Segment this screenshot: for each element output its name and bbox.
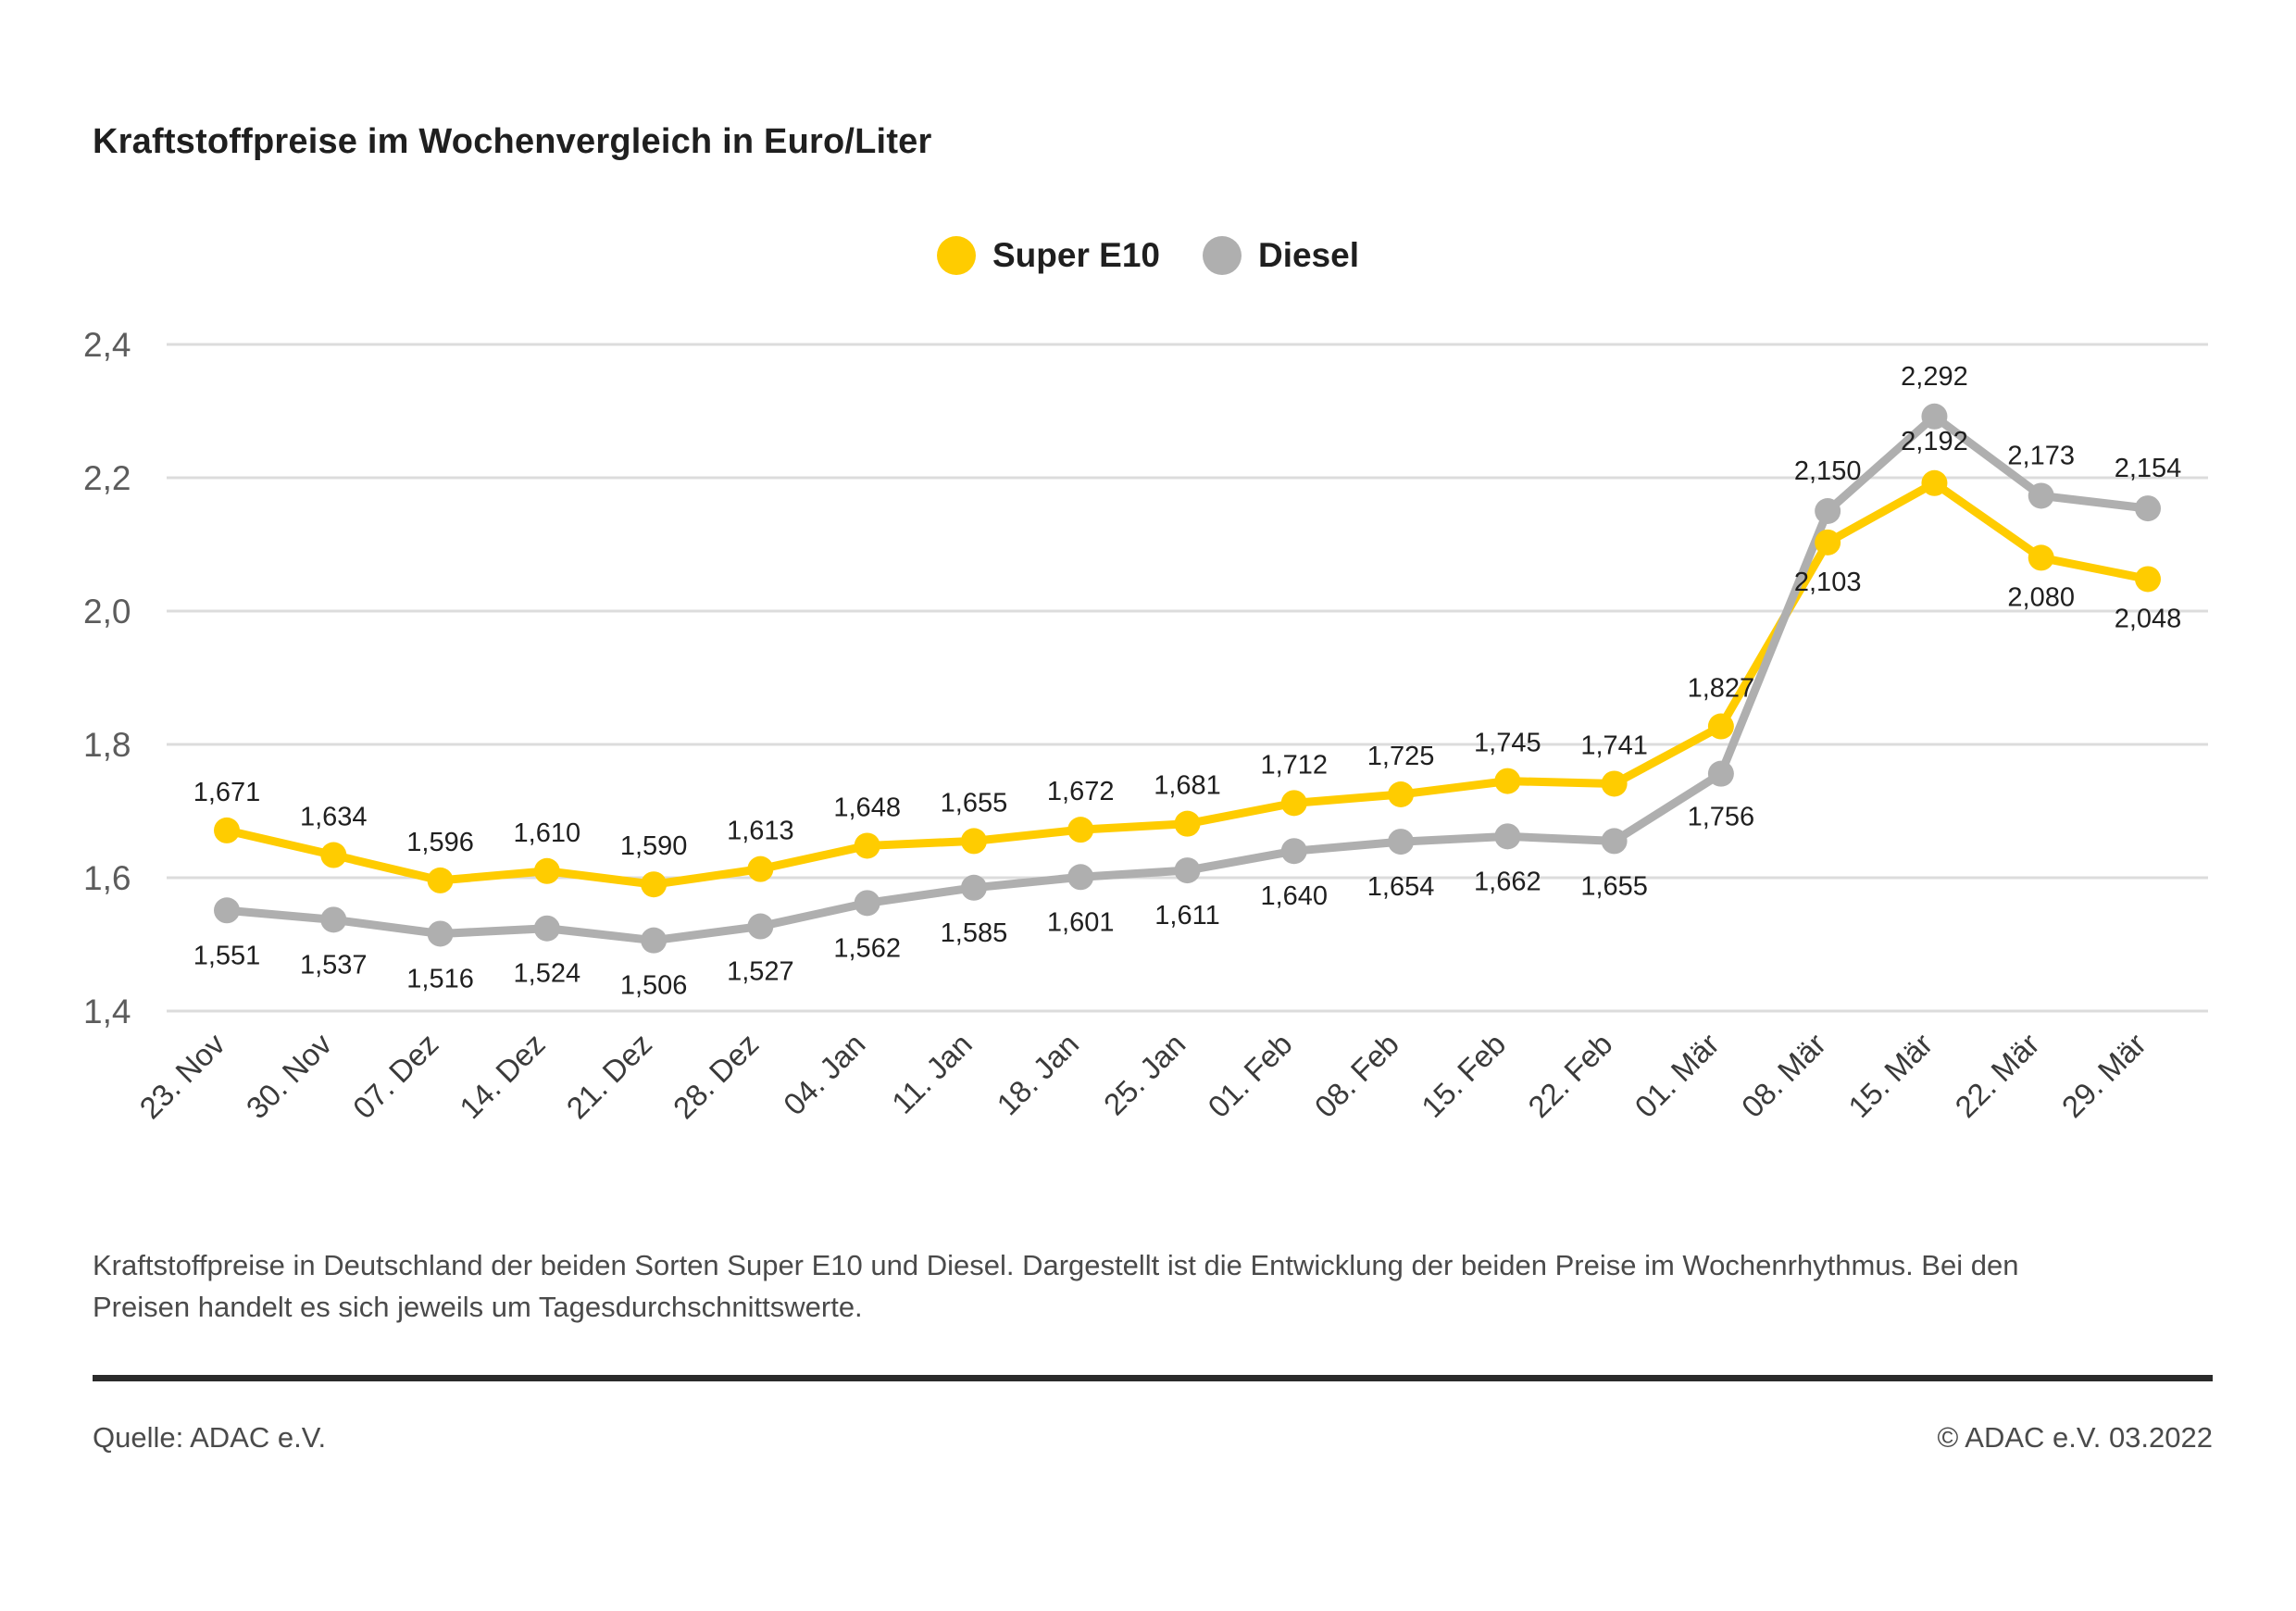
x-axis-tick: 22. Mär xyxy=(1948,1026,2046,1125)
point-value-label: 1,506 xyxy=(619,970,688,1001)
y-axis-tick: 1,6 xyxy=(83,859,131,897)
y-axis-tick: 1,8 xyxy=(83,726,131,764)
data-point xyxy=(961,828,987,854)
point-value-label: 1,672 xyxy=(1046,777,1115,807)
point-value-label: 1,671 xyxy=(193,777,261,807)
x-axis-tick: 08. Feb xyxy=(1307,1026,1406,1125)
data-point xyxy=(1708,714,1734,740)
page-title: Kraftstoffpreise im Wochenvergleich in Euro/Liter xyxy=(93,122,932,161)
data-point xyxy=(534,858,560,884)
point-value-label: 2,150 xyxy=(1793,456,1862,486)
data-point xyxy=(2135,495,2161,521)
y-axis-labels xyxy=(83,326,131,1030)
data-point xyxy=(2028,544,2054,570)
data-point xyxy=(1175,811,1201,837)
x-axis-tick: 07. Dez xyxy=(345,1026,445,1126)
data-point xyxy=(1388,781,1414,807)
chart-caption: Kraftstoffpreise in Deutschland der beiden Sorten Super E10 und Diesel. Dargestellt ist die Entwicklung der beiden Preise im Wochenrhythmus. Bei den Preisen handelt es sich jeweils um Tagesdurchschnittswerte. xyxy=(93,1249,2019,1323)
point-value-label: 1,527 xyxy=(727,956,794,987)
point-value-label: 1,681 xyxy=(1154,770,1221,801)
point-value-label: 1,524 xyxy=(513,958,581,989)
x-axis-tick: 08. Mär xyxy=(1734,1026,1833,1125)
x-axis-tick: 15. Feb xyxy=(1414,1026,1513,1125)
point-value-label: 1,613 xyxy=(727,816,794,846)
data-point xyxy=(1067,864,1093,890)
y-axis-tick: 2,0 xyxy=(83,593,131,631)
data-point xyxy=(1494,823,1520,849)
data-point xyxy=(1602,828,1628,854)
point-value-label: 1,590 xyxy=(619,831,688,862)
x-axis-tick: 01. Feb xyxy=(1201,1026,1299,1125)
data-point xyxy=(855,890,880,916)
point-value-label: 2,080 xyxy=(2007,582,2076,613)
point-value-label: 1,655 xyxy=(1580,871,1648,902)
point-value-label: 1,756 xyxy=(1687,802,1755,832)
point-value-label: 2,292 xyxy=(1901,361,1968,392)
point-value-label: 1,537 xyxy=(299,950,368,980)
data-point xyxy=(1067,817,1093,843)
data-point xyxy=(961,875,987,901)
x-axis-tick: 30. Nov xyxy=(239,1026,339,1126)
data-point xyxy=(747,856,773,882)
point-value-label: 1,640 xyxy=(1260,881,1329,912)
data-point xyxy=(2135,566,2161,592)
x-axis-tick: 28. Dez xyxy=(666,1026,766,1126)
data-point xyxy=(747,914,773,940)
point-value-label: 1,562 xyxy=(833,933,901,964)
point-value-label: 1,601 xyxy=(1046,907,1115,938)
data-point xyxy=(1602,770,1628,796)
data-point xyxy=(855,832,880,858)
point-value-label: 2,154 xyxy=(2114,454,2182,484)
point-value-label: 1,634 xyxy=(299,802,368,832)
footer-divider xyxy=(93,1375,2213,1381)
data-point xyxy=(1281,790,1307,816)
data-point xyxy=(1921,470,1947,496)
x-axis-tick: 18. Jan xyxy=(990,1026,1086,1122)
point-value-label: 1,516 xyxy=(406,964,474,994)
y-axis-tick: 2,4 xyxy=(83,326,131,364)
y-axis-tick: 1,4 xyxy=(83,993,131,1030)
data-point xyxy=(320,906,346,932)
x-axis-tick: 21. Dez xyxy=(559,1026,659,1126)
data-point xyxy=(1815,530,1841,556)
source-text: Quelle: ADAC e.V. xyxy=(93,1421,327,1454)
data-point xyxy=(428,868,454,893)
data-point xyxy=(1708,761,1734,787)
data-point xyxy=(1281,838,1307,864)
point-value-label: 1,551 xyxy=(193,941,261,971)
x-axis-tick: 25. Jan xyxy=(1096,1026,1192,1122)
x-axis-tick: 29. Mär xyxy=(2054,1026,2152,1125)
data-point xyxy=(320,843,346,868)
x-axis-tick: 04. Jan xyxy=(776,1026,872,1122)
point-value-label: 2,103 xyxy=(1793,567,1862,597)
data-point xyxy=(1494,768,1520,794)
x-axis-tick: 23. Nov xyxy=(132,1026,231,1126)
point-value-label: 1,596 xyxy=(406,827,474,857)
data-point xyxy=(214,897,240,923)
point-value-label: 1,725 xyxy=(1366,742,1435,771)
data-point xyxy=(641,871,667,897)
point-value-label: 2,048 xyxy=(2114,604,2182,634)
point-value-label: 1,610 xyxy=(513,818,581,848)
copyright-text: © ADAC e.V. 03.2022 xyxy=(1937,1421,2213,1454)
point-value-label: 1,827 xyxy=(1687,673,1755,704)
x-axis-tick: 15. Mär xyxy=(1841,1026,1940,1125)
point-value-label: 1,712 xyxy=(1260,750,1329,781)
point-value-label: 1,648 xyxy=(833,793,901,823)
data-point xyxy=(1921,404,1947,430)
x-axis-labels xyxy=(132,1026,2152,1125)
point-value-label: 1,611 xyxy=(1154,901,1220,931)
point-value-label: 1,745 xyxy=(1474,728,1541,758)
x-axis-tick: 11. Jan xyxy=(884,1026,979,1120)
point-value-label: 1,662 xyxy=(1474,867,1541,897)
point-value-label: 1,585 xyxy=(940,918,1008,948)
legend-label-super-e10: Super E10 xyxy=(992,236,1160,274)
data-point xyxy=(534,916,560,942)
y-axis-tick: 2,2 xyxy=(83,459,131,497)
data-point xyxy=(1175,857,1201,883)
data-point xyxy=(1815,498,1841,524)
point-value-label: 2,192 xyxy=(1901,426,1968,456)
point-value-label: 1,741 xyxy=(1580,731,1648,761)
x-axis-tick: 22. Feb xyxy=(1521,1026,1619,1125)
x-axis-tick: 14. Dez xyxy=(453,1026,552,1126)
x-axis-tick: 01. Mär xyxy=(1628,1026,1726,1125)
legend-label-diesel: Diesel xyxy=(1257,236,1359,274)
point-value-label: 2,173 xyxy=(2007,441,2076,471)
data-point xyxy=(428,920,454,946)
data-point xyxy=(214,818,240,843)
point-value-label: 1,655 xyxy=(940,788,1008,818)
point-value-label: 1,654 xyxy=(1366,872,1435,903)
data-point xyxy=(641,928,667,954)
data-point xyxy=(2028,482,2054,508)
data-point xyxy=(1388,829,1414,855)
